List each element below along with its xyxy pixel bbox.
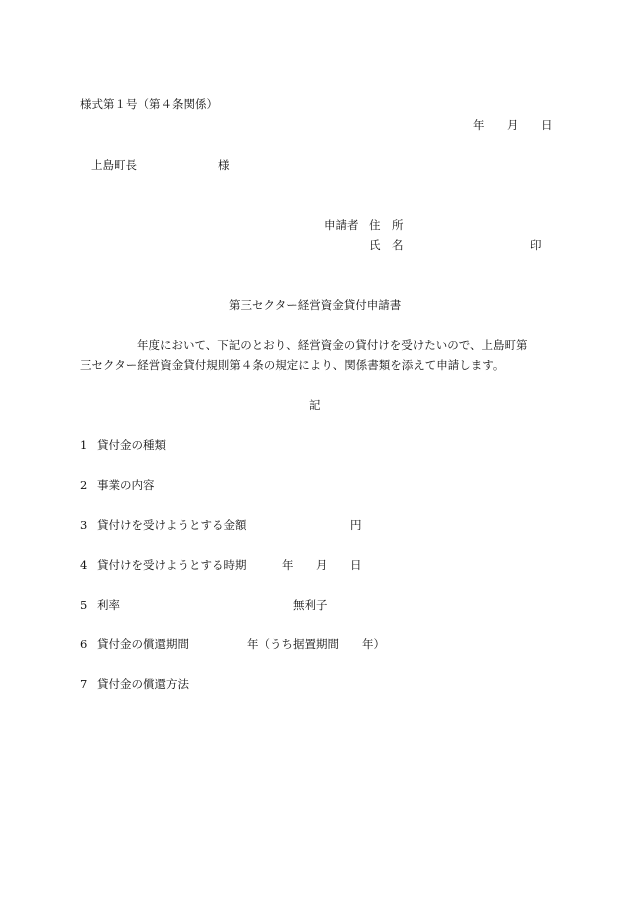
applicant-title: 申請者: [324, 218, 359, 232]
item-4-month: 月: [316, 558, 328, 572]
applicant-seal-label: 印: [530, 238, 542, 252]
item-6-text-a: 年（うち据置期間: [247, 637, 339, 651]
item-6-text-b: 年）: [362, 637, 385, 651]
item-3-label: 貸付けを受けようとする金額: [97, 518, 247, 532]
applicant-name-label: 氏 名: [369, 238, 404, 252]
item-4-day: 日: [350, 558, 362, 572]
addressee-name: 上島町長: [91, 158, 137, 172]
item-5-label: 利率: [97, 598, 120, 612]
date-year-label: 年: [473, 118, 485, 132]
date-month-label: 月: [507, 118, 519, 132]
item-7-number: 7: [80, 677, 88, 691]
item-6-label: 貸付金の償還期間: [97, 637, 189, 651]
item-3-number: 3: [80, 518, 88, 532]
addressee-honorific: 様: [218, 158, 230, 172]
item-3-unit: 円: [350, 518, 362, 532]
body-line-1: 年度において、下記のとおり、経営資金の貸付けを受けたいので、上島町第: [137, 338, 528, 352]
item-5-value: 無利子: [293, 598, 328, 612]
item-1-number: 1: [80, 438, 88, 452]
item-6-number: 6: [80, 637, 88, 651]
body-line-2: 三セクター経営資金貸付規則第４条の規定により、関係書類を添えて申請します。: [80, 358, 505, 372]
form-number: 様式第１号（第４条関係）: [80, 97, 218, 111]
item-4-number: 4: [80, 558, 88, 572]
item-7-label: 貸付金の償還方法: [97, 677, 189, 691]
item-5-number: 5: [80, 598, 88, 612]
document-title: 第三セクター経営資金貸付申請書: [229, 298, 402, 312]
applicant-address-label: 住 所: [369, 218, 404, 232]
ki-heading: 記: [309, 398, 321, 412]
item-1-label: 貸付金の種類: [97, 438, 166, 452]
item-4-label: 貸付けを受けようとする時期: [97, 558, 247, 572]
item-2-number: 2: [80, 478, 88, 492]
date-day-label: 日: [541, 118, 553, 132]
item-4-year: 年: [282, 558, 294, 572]
item-2-label: 事業の内容: [97, 478, 155, 492]
